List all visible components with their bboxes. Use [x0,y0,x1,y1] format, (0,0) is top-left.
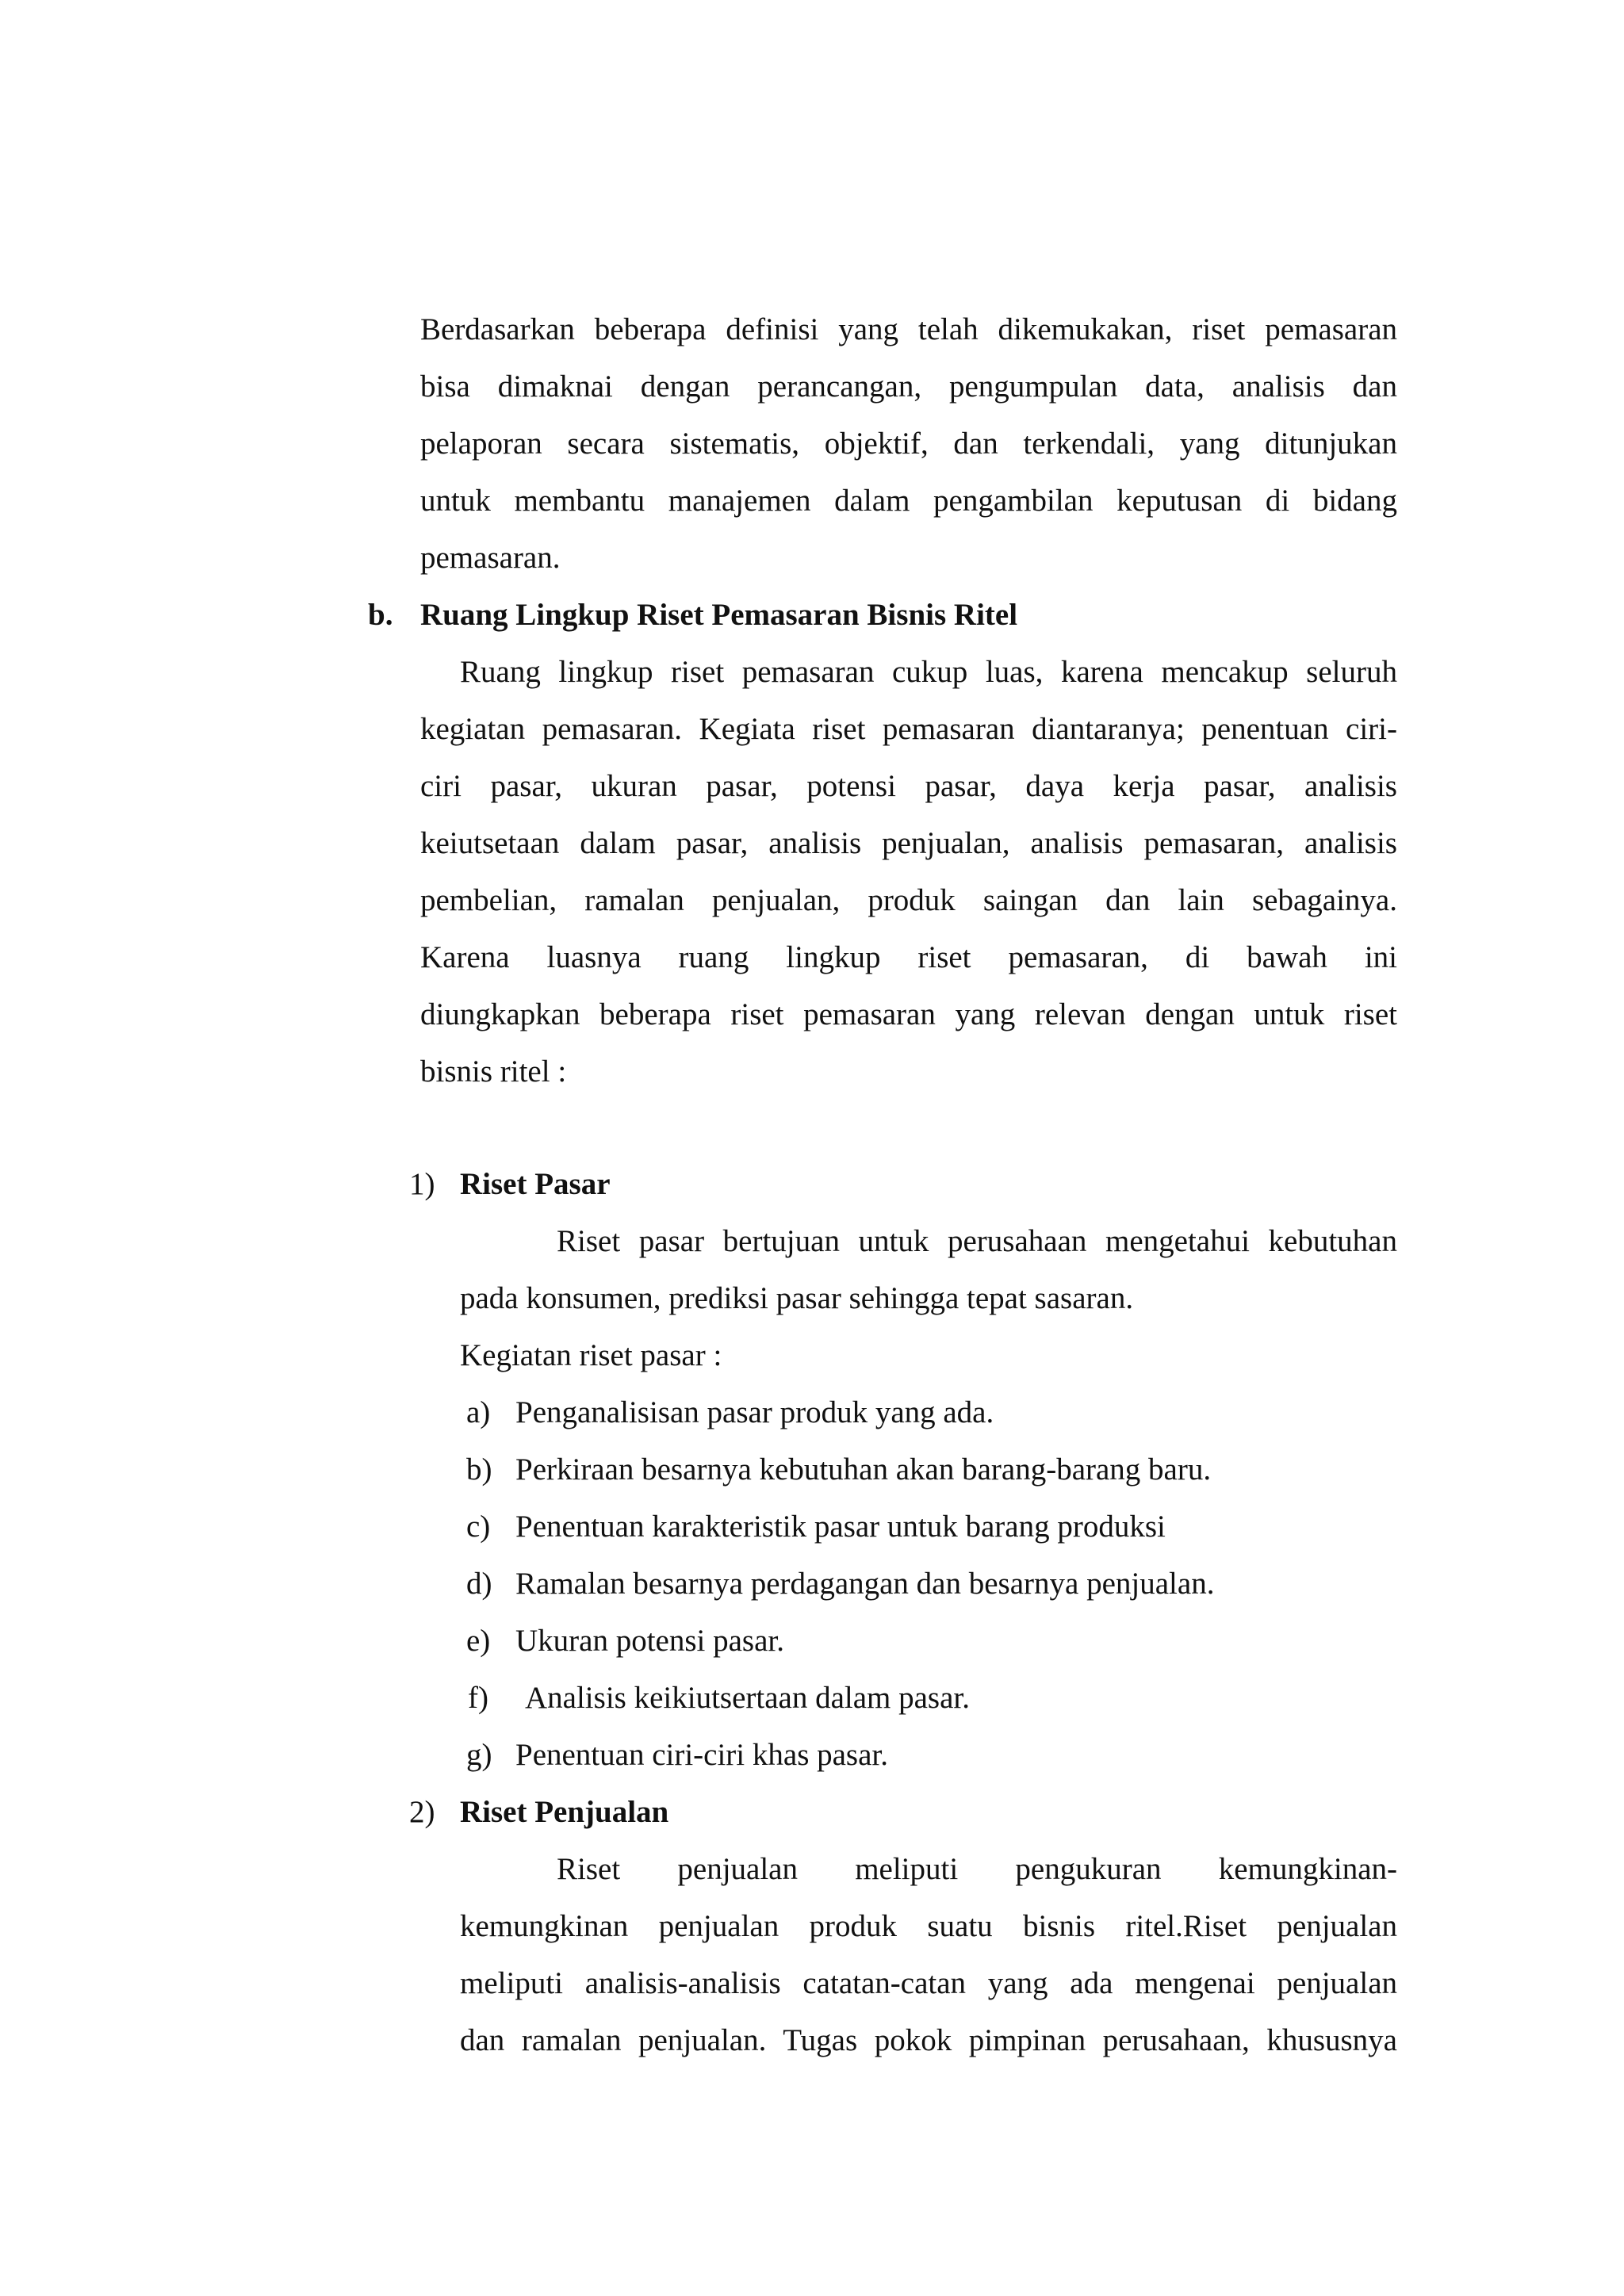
section-b-marker: b. [368,598,393,632]
intro-line-4: untuk membantu manajemen dalam pengambilan keputusan di bidang [420,484,1397,518]
item-2-heading: Riset Penjualan [460,1795,669,1829]
section-b-line-6: Karena luasnya ruang lingkup riset pemasaran, di bawah ini [420,940,1397,974]
activity-text: Penentuan karakteristik pasar untuk barang produksi [515,1510,1166,1544]
activity-text: Penganalisisan pasar produk yang ada. [515,1395,994,1429]
section-b-line-1: Ruang lingkup riset pemasaran cukup luas, karena mencakup seluruh [460,655,1397,689]
section-b-heading: Ruang Lingkup Riset Pemasaran Bisnis Ritel [420,598,1018,632]
item-1-line-1: Riset pasar bertujuan untuk perusahaan mengetahui kebutuhan [557,1224,1397,1258]
activity-marker: a) [466,1395,491,1429]
activity-text: Penentuan ciri-ciri khas pasar. [515,1738,888,1772]
activity-text: Perkiraan besarnya kebutuhan akan barang-barang baru. [515,1452,1212,1487]
item-2-line-1: Riset penjualan meliputi pengukuran kemungkinan- [557,1852,1397,1886]
activity-marker: d) [466,1567,492,1601]
item-2-line-2: kemungkinan penjualan produk suatu bisnis ritel.Riset penjualan [460,1909,1397,1943]
activity-text: Ukuran potensi pasar. [515,1624,785,1658]
activity-text: Ramalan besarnya perdagangan dan besarnya penjualan. [515,1567,1215,1601]
activity-marker: e) [466,1624,491,1658]
activity-marker: c) [466,1510,491,1544]
intro-line-3: pelaporan secara sistematis, objektif, dan terkendali, yang ditunjukan [420,427,1397,461]
activity-marker: b) [466,1452,492,1487]
section-b-line-7: diungkapkan beberapa riset pemasaran yang relevan dengan untuk riset [420,997,1397,1031]
section-b-line-4: keiutsetaan dalam pasar, analisis penjualan, analisis pemasaran, analisis [420,826,1397,860]
item-2-line-3: meliputi analisis-analisis catatan-catan yang ada mengenai penjualan [460,1966,1397,2000]
activity-marker: g) [466,1738,492,1772]
activity-marker: f) [468,1681,488,1715]
intro-line-1: Berdasarkan beberapa definisi yang telah dikemukakan, riset pemasaran [420,312,1397,346]
section-b-line-2: kegiatan pemasaran. Kegiata riset pemasaran diantaranya; penentuan ciri- [420,712,1397,746]
activities-label: Kegiatan riset pasar : [460,1338,722,1372]
section-b-line-8: bisnis ritel : [420,1054,567,1089]
section-b-line-5: pembelian, ramalan penjualan, produk saingan dan lain sebagainya. [420,883,1397,917]
activity-text: Analisis keikiutsertaan dalam pasar. [525,1681,971,1715]
intro-line-5: pemasaran. [420,541,561,575]
item-1-line-2: pada konsumen, prediksi pasar sehingga tepat sasaran. [460,1281,1134,1315]
item-1-marker: 1) [409,1167,435,1201]
item-1-heading: Riset Pasar [460,1167,611,1201]
intro-line-2: bisa dimaknai dengan perancangan, pengumpulan data, analisis dan [420,369,1397,404]
item-2-marker: 2) [409,1795,435,1829]
section-b-line-3: ciri pasar, ukuran pasar, potensi pasar, daya kerja pasar, analisis [420,769,1397,803]
item-2-line-4: dan ramalan penjualan. Tugas pokok pimpinan perusahaan, khususnya [460,2023,1397,2057]
